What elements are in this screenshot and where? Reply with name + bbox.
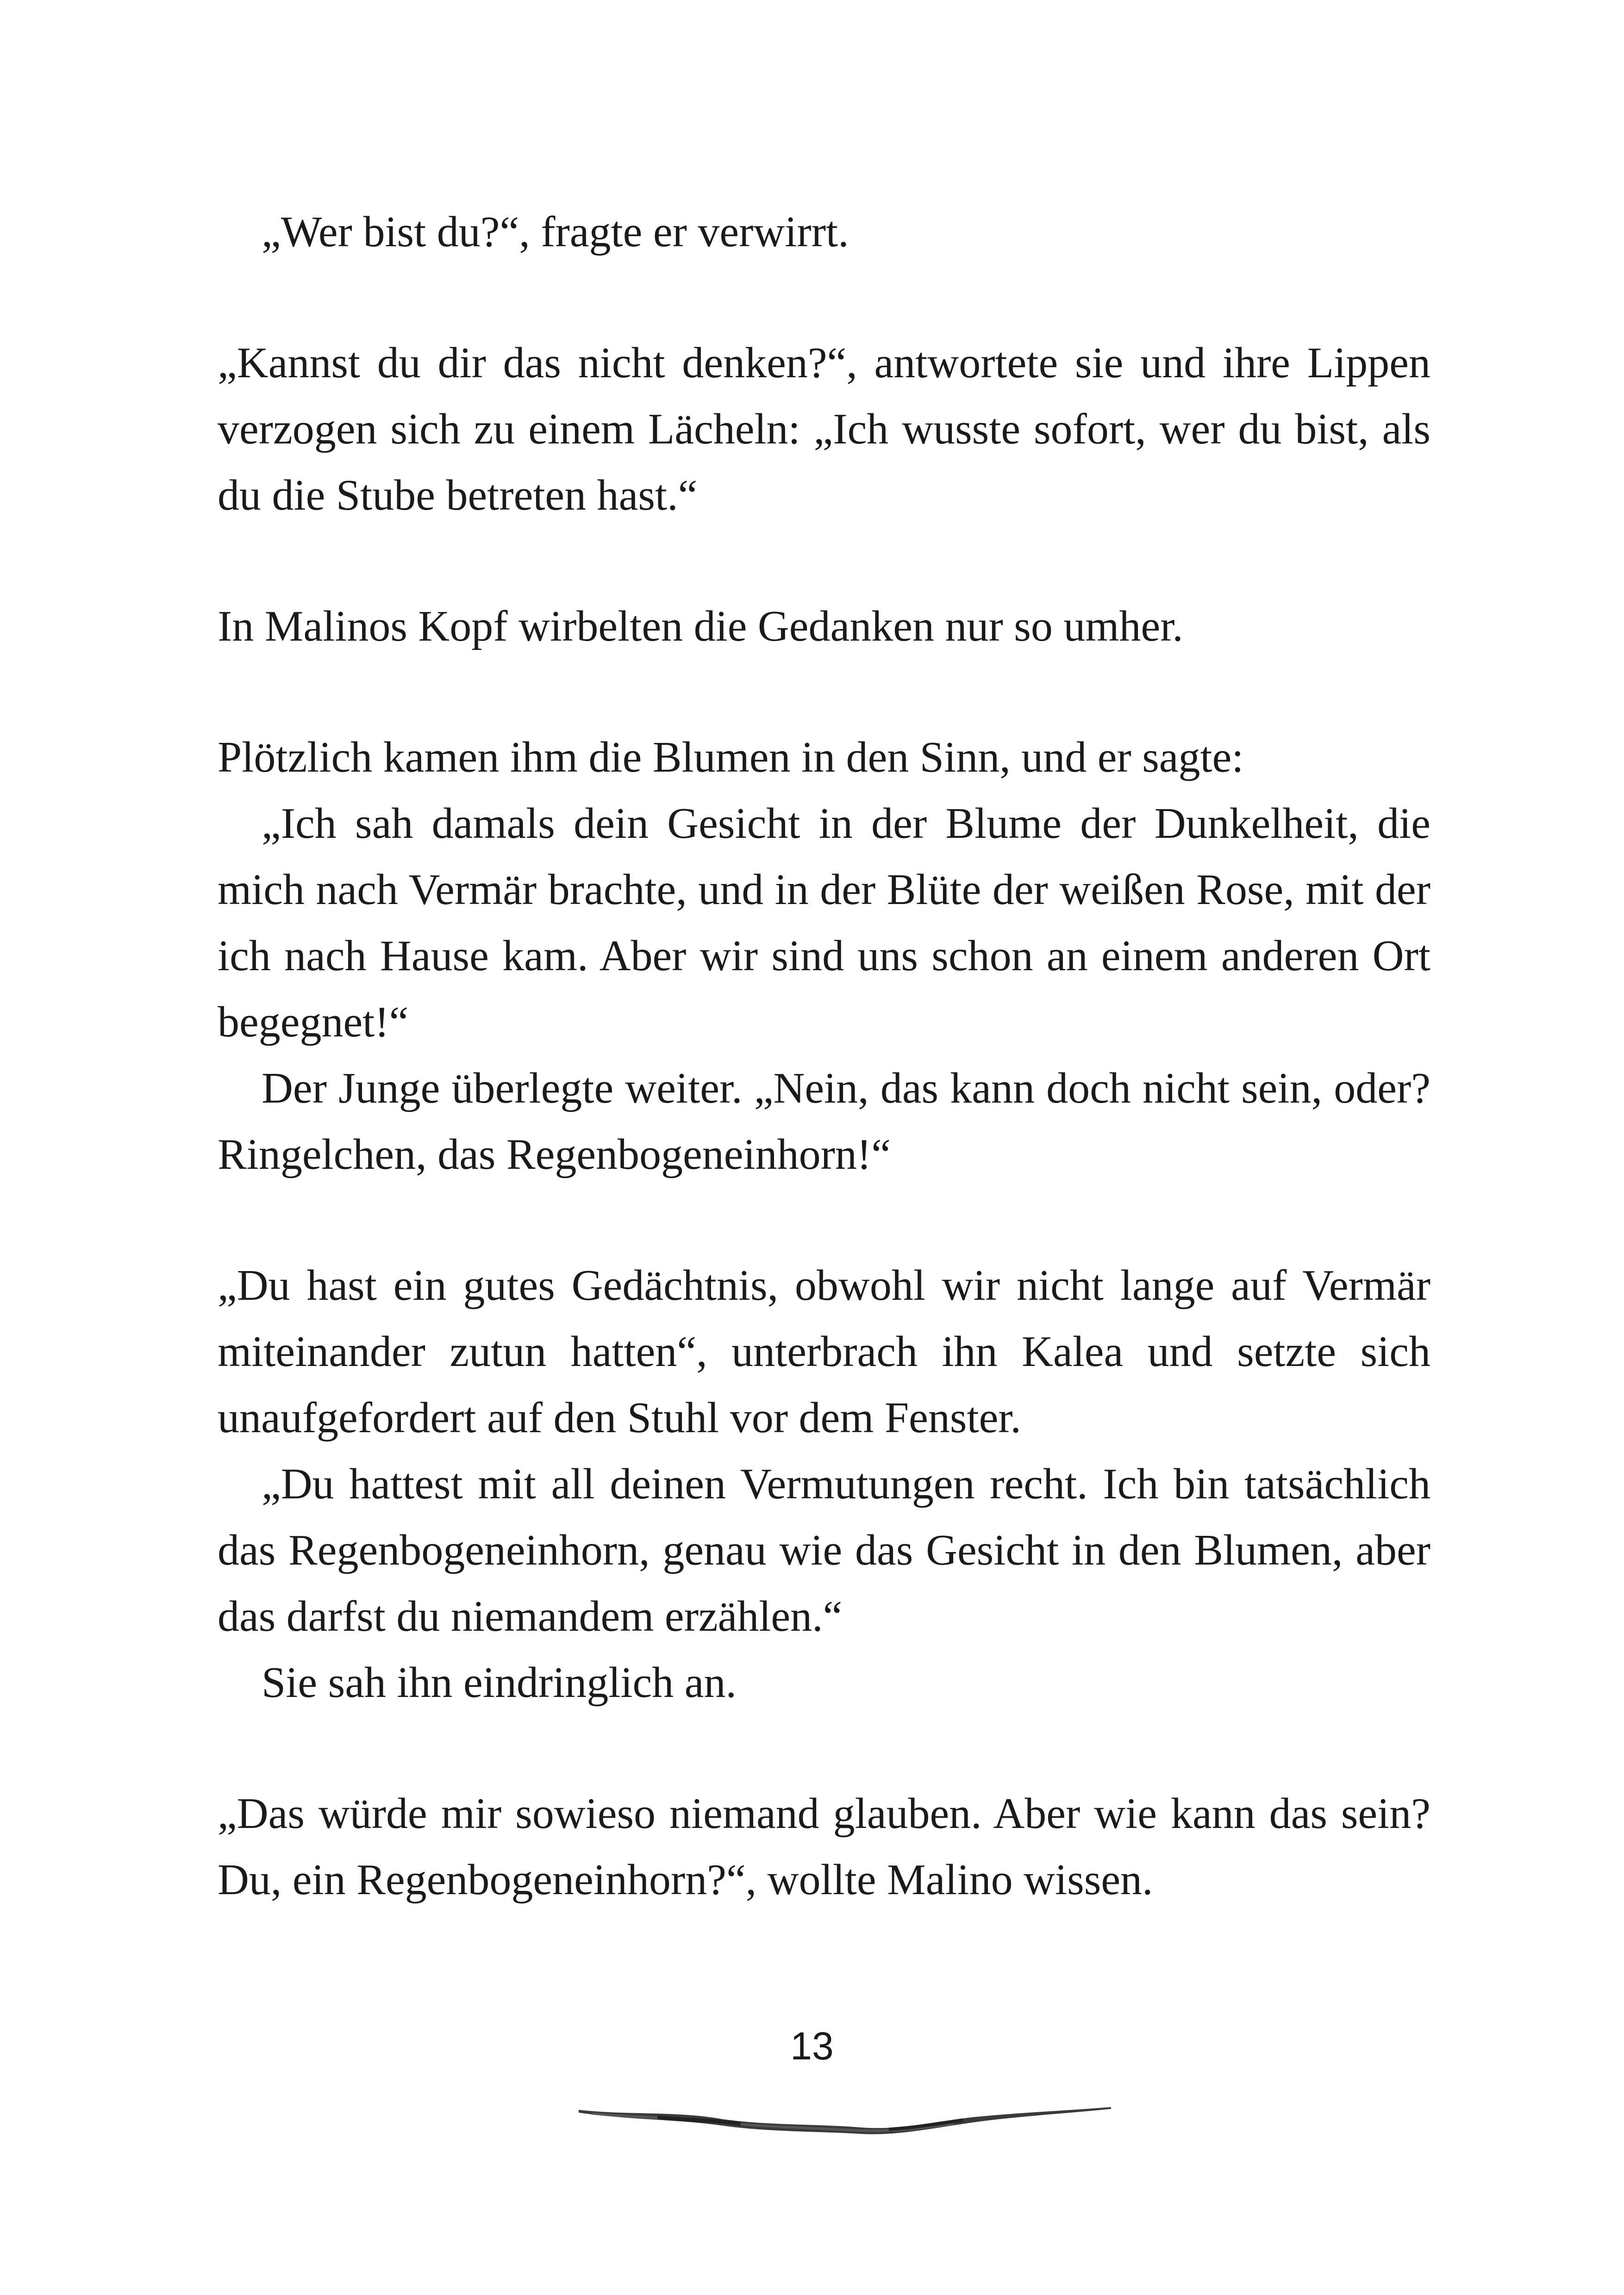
- paragraph-1: „Wer bist du?“, fragte er verwirrt.: [262, 208, 849, 256]
- page-number: 13: [790, 2024, 834, 2068]
- paragraph-5: „Ich sah damals dein Gesicht in der Blume der Dunkelheit, die mich nach Vermär brachte, und in der Blüte der weißen Rose, mit der ich nach Hause kam. Aber wir sind uns schon an einem anderen Ort begegnet!“: [218, 799, 1430, 1046]
- paragraph-10: „Das würde mir sowieso niemand glauben. Aber wie kann das sein? Du, ein Regenbogeneinhorn?“, wollte Malino wissen.: [218, 1790, 1430, 1904]
- paragraph-9: Sie sah ihn eindringlich an.: [262, 1659, 737, 1707]
- paragraph-3: In Malinos Kopf wirbelten die Gedanken nur so umher.: [218, 602, 1183, 650]
- paragraph-4: Plötzlich kamen ihm die Blumen in den Sinn, und er sagte:: [218, 733, 1244, 781]
- paragraph-6: Der Junge überlegte weiter. „Nein, das kann doch nicht sein, oder? Ringelchen, das Regenbogeneinhorn!“: [218, 1064, 1430, 1179]
- body-text: [218, 199, 1430, 1913]
- paragraph-8: „Du hattest mit all deinen Vermutungen recht. Ich bin tatsächlich das Regenbogeneinhorn, genau wie das Gesicht in den Blumen, aber das darfst du niemandem erzählen.“: [218, 1460, 1430, 1640]
- paragraph-7: „Du hast ein gutes Gedächtnis, obwohl wir nicht lange auf Vermär miteinander zutun hatten“, unterbrach ihn Kalea und setzte sich unaufgefordert auf den Stuhl vor dem Fenster.: [218, 1261, 1430, 1442]
- paragraph-2: „Kannst du dir das nicht denken?“, antwortete sie und ihre Lippen verzogen sich zu einem Lächeln: „Ich wusste sofort, wer du bist, als du die Stube betreten hast.“: [218, 339, 1430, 519]
- brush-stroke-divider-icon: [574, 2097, 1116, 2139]
